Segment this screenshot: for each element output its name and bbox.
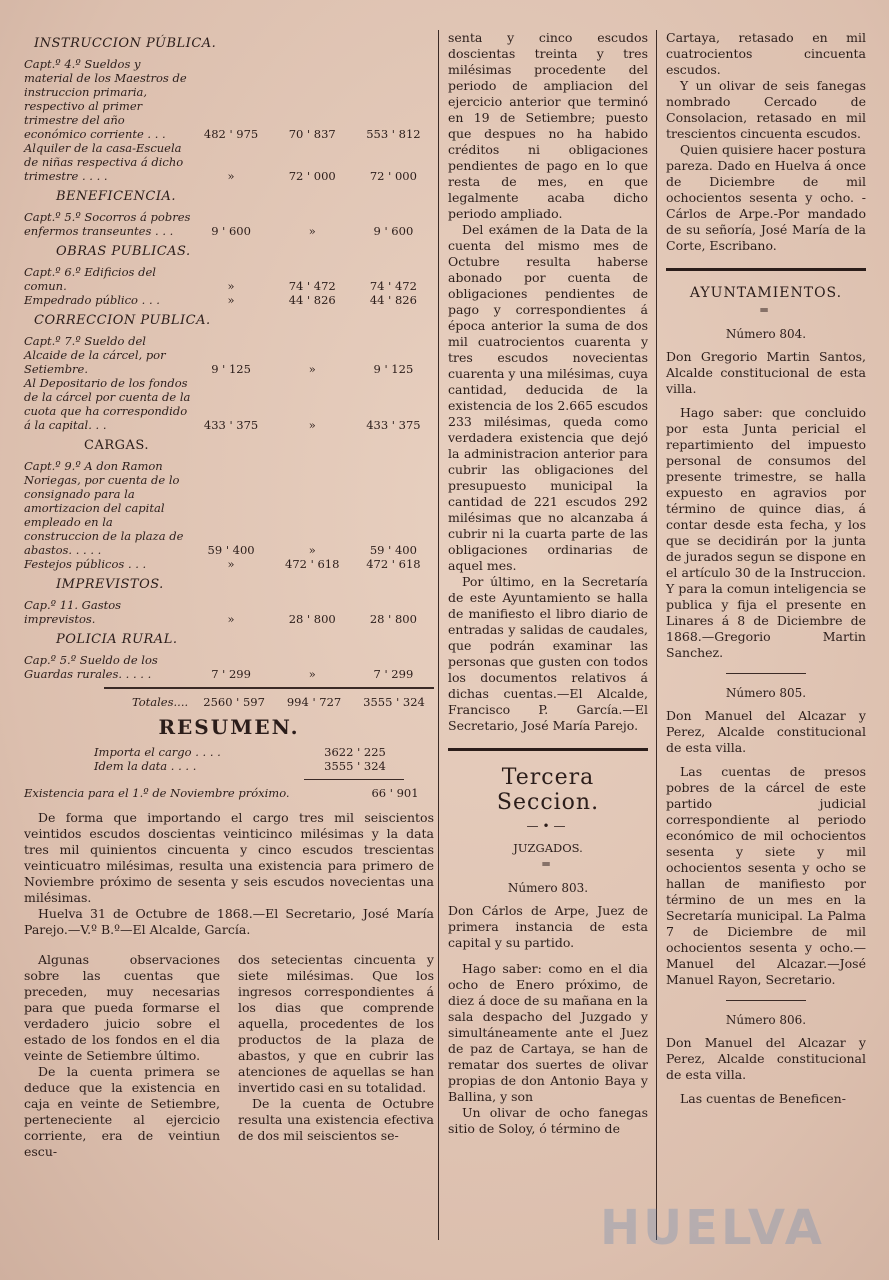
row-value-c: 472 ' 618 bbox=[366, 557, 421, 571]
existencia-label: Existencia para el 1.º de Noviembre próximo. bbox=[24, 786, 290, 800]
totals-label: Totales.... bbox=[131, 695, 189, 709]
row-value-a: » bbox=[227, 557, 235, 571]
table-row bbox=[24, 141, 434, 183]
row-value-b: 28 ' 800 bbox=[288, 612, 336, 626]
row-label: Al Depositario de los fondos de la cárcel por cuenta de la cuota que ha correspondido á la capital. . . bbox=[24, 376, 191, 432]
paragraph: dos setecientas cincuenta y siete milésimas. Que los ingresos correspondientes á los dias que comprende aquella, procedentes de los productos de la plaza de abastos, y que en cubrir las atenciones de aquellas se han invertido casi en su totalidad. bbox=[238, 952, 434, 1095]
table-row bbox=[24, 786, 434, 800]
row-label: Capt.º 6.º Edificios del comun. bbox=[24, 265, 156, 293]
row-label: Cap.º 5.º Sueldo de los Guardas rurales. . . . . bbox=[24, 653, 158, 681]
column-rule-1 bbox=[438, 30, 439, 1240]
table-row bbox=[24, 57, 434, 141]
section-instruccion: INSTRUCCION PÚBLICA. bbox=[34, 36, 217, 51]
table-row bbox=[24, 293, 434, 307]
numero-heading: Número 803. bbox=[507, 881, 589, 895]
resumen-value: 3622 ' 225 bbox=[324, 745, 386, 759]
paragraph: Por último, en la Secretaría de este Ayuntamiento se halla de manifiesto el libro diario de entradas y salidas de caudales, que podrán examinar las personas que gusten con todos los documentos relativos á dichas cuentas.—El Alcalde, Francisco P. García.—El Secretario, José María Parejo. bbox=[448, 574, 648, 733]
short-divider bbox=[726, 1000, 806, 1001]
paragraph: Las cuentas de presos pobres de la cárcel de este partido judicial correspondiente al periodo económico de mil ochocientos sesenta y siete y mil ochocientos sesenta y ocho se hallan de manifiesto por término de un mes en la Secretaría municipal. La Palma 7 de Diciembre de mil ochocientos sesenta y ocho.—Manuel del Alcazar.—José Manuel Rayon, Secretario. bbox=[666, 764, 866, 987]
paragraph: Del exámen de la Data de la cuenta del mismo mes de Octubre resulta haberse abonado por cuenta de obligaciones pendientes de pago y correspondientes á época anterior la suma de dos mil cuatrocientos cuarenta y tres escudos novecientas cuarenta y una milésimas, cuya cantidad, deducida de la existencia de los 2.665 escudos 233 milésimas, queda como verdadera existencia que dejó la administracion anterior para cubrir las obligaciones del presupuesto municipal la cantidad de 221 escudos 292 milésimas que no alcanzaba á cubrir ni la cuarta parte de las obligaciones ordinarias de aquel mes. bbox=[448, 222, 648, 573]
paragraph: De la cuenta de Octubre resulta una existencia efectiva de dos mil seiscientos se- bbox=[238, 1096, 434, 1143]
row-value-a: 59 ' 400 bbox=[207, 543, 255, 557]
row-value-a: 9 ' 125 bbox=[211, 362, 251, 376]
paragraph: Don Cárlos de Arpe, Juez de primera instancia de esta capital y su partido. bbox=[448, 903, 648, 950]
table-existencia bbox=[24, 786, 434, 800]
paragraph: De forma que importando el cargo tres mil seiscientos veintidos escudos doscientas veinticinco milésimas y la data tres mil quinientos cincuenta y cinco escudos trescientas veinticuatro milésimas, resulta una existencia para primero de Noviembre próximo de sesenta y seis escudos novecientas una milésimas. bbox=[24, 810, 434, 905]
row-label: Capt.º 4.º Sueldos y material de los Maestros de instruccion primaria, respectivo al primer trimestre del año económico corriente . . . bbox=[24, 57, 187, 141]
paragraph: Don Manuel del Alcazar y Perez, Alcalde constitucional de esta villa. bbox=[666, 1035, 866, 1082]
row-value-b: 72 ' 000 bbox=[288, 169, 336, 183]
row-value-a: 482 ' 975 bbox=[203, 127, 259, 141]
resumen-label: Importa el cargo . . . . bbox=[94, 745, 221, 759]
ornament-divider: ═ bbox=[760, 303, 772, 317]
paragraph: Quien quisiere hacer postura pareza. Dado en Huelva á once de Diciembre de mil ochocientos sesenta y ocho. -Cárlos de Arpe.-Por mandado de su señoría, José María de la Corte, Escribano. bbox=[666, 142, 866, 253]
juzgados-heading: JUZGADOS. bbox=[513, 841, 583, 855]
section-divider bbox=[448, 748, 648, 751]
row-label: Capt.º 7.º Sueldo del Alcaide de la cárcel, por Setiembre. bbox=[24, 334, 166, 376]
row-value-c: 72 ' 000 bbox=[369, 169, 417, 183]
table-row bbox=[24, 598, 434, 626]
row-value-a: 9 ' 600 bbox=[211, 224, 251, 238]
existencia-value: 66 ' 901 bbox=[371, 786, 419, 800]
numero-heading: Número 806. bbox=[725, 1013, 807, 1027]
column-1 bbox=[24, 30, 434, 1160]
section-cargas: CARGAS. bbox=[84, 438, 149, 453]
paragraph: Un olivar de ocho fanegas sitio de Soloy, ó término de bbox=[448, 1105, 648, 1136]
table-row bbox=[24, 557, 434, 571]
row-value-b: » bbox=[308, 543, 316, 557]
resumen-value: 3555 ' 324 bbox=[324, 759, 386, 773]
row-value-c: 28 ' 800 bbox=[369, 612, 417, 626]
row-value-c: 44 ' 826 bbox=[369, 293, 417, 307]
row-value-c: 553 ' 812 bbox=[366, 127, 421, 141]
row-value-c: 7 ' 299 bbox=[373, 667, 414, 681]
totals-value-a: 2560 ' 597 bbox=[203, 695, 265, 709]
row-value-a: » bbox=[227, 169, 235, 183]
table-instruccion bbox=[24, 57, 434, 183]
resumen-label: Idem la data . . . . bbox=[94, 759, 197, 773]
row-value-b: » bbox=[308, 224, 316, 238]
paragraph: Y un olivar de seis fanegas nombrado Cercado de Consolacion, retasado en mil trescientos cincuenta escudos. bbox=[666, 78, 866, 141]
row-value-a: 433 ' 375 bbox=[203, 418, 259, 432]
row-value-b: » bbox=[308, 667, 316, 681]
section-correccion: CORRECCION PUBLICA. bbox=[34, 313, 211, 328]
row-label: Capt.º 5.º Socorros á pobres enfermos transeuntes . . . bbox=[24, 210, 191, 238]
resumen-heading: RESUMEN. bbox=[158, 715, 300, 739]
paragraph: Don Gregorio Martin Santos, Alcalde constitucional de esta villa. bbox=[666, 349, 866, 396]
table-row bbox=[24, 265, 434, 293]
tercera-seccion-title: Tercera Seccion. bbox=[496, 765, 600, 815]
column-3 bbox=[666, 30, 866, 1107]
column-rule-2 bbox=[656, 30, 657, 1240]
row-value-a: » bbox=[227, 279, 235, 293]
paragraph: Hago saber: como en el dia ocho de Enero próximo, de diez á doce de su mañana en la sala despacho del Juzgado y simultáneamente ante el Juez de paz de Cartaya, se han de rematar dos suertes de olivar propias de don Antonio Baya y Ballina, y son bbox=[448, 961, 648, 1104]
row-value-c: 433 ' 375 bbox=[366, 418, 421, 432]
observaciones-block bbox=[24, 952, 434, 1160]
table-correccion bbox=[24, 334, 434, 432]
section-imprevistos: IMPREVISTOS. bbox=[56, 577, 164, 592]
numero-heading: Número 805. bbox=[725, 686, 807, 700]
row-value-a: » bbox=[227, 612, 235, 626]
row-value-a: 7 ' 299 bbox=[211, 667, 251, 681]
ornament-divider: —•— bbox=[526, 819, 570, 833]
table-imprevistos bbox=[24, 598, 434, 626]
row-label: Empedrado público . . . bbox=[24, 293, 160, 307]
paragraph: De la cuenta primera se deduce que la existencia en caja en veinte de Setiembre, perteneciente al ejercicio corriente, era de veintiun escu- bbox=[24, 1064, 220, 1159]
row-label: Cap.º 11. Gastos imprevistos. bbox=[24, 598, 122, 626]
observaciones-left bbox=[24, 952, 220, 1160]
ornament-divider: ═ bbox=[542, 857, 554, 871]
row-value-c: 74 ' 472 bbox=[369, 279, 417, 293]
observaciones-right bbox=[238, 952, 434, 1160]
row-value-b: 44 ' 826 bbox=[288, 293, 336, 307]
row-label: Alquiler de la casa-Escuela de niñas respectiva á dicho trimestre . . . . bbox=[24, 141, 184, 183]
section-policia: POLICIA RURAL. bbox=[56, 632, 178, 647]
short-divider bbox=[726, 673, 806, 674]
paragraph: Hago saber: que concluido por esta Junta pericial el repartimiento del impuesto personal de consumos del presente trimestre, se halla expuesto en agravios por término de quince dias, á contar desde esta fecha, y los que se decidirán por la junta de jurados segun se dispone en el artículo 30 de la Instruccion. Y para la comun inteligencia se publica y fija el presente en Linares á 8 de Diciembre de 1868.—Gregorio Martin Sanchez. bbox=[666, 405, 866, 660]
column-2 bbox=[448, 30, 648, 1137]
row-value-b: » bbox=[308, 418, 316, 432]
section-obras: OBRAS PUBLICAS. bbox=[56, 244, 191, 259]
table-policia bbox=[24, 653, 434, 681]
table-row bbox=[24, 376, 434, 432]
table-resumen bbox=[94, 745, 394, 773]
table-obras bbox=[24, 265, 434, 307]
row-value-b: » bbox=[308, 362, 316, 376]
row-label: Festejos públicos . . . bbox=[24, 557, 147, 571]
table-row bbox=[94, 745, 394, 759]
paragraph: Algunas observaciones sobre las cuentas que preceden, muy necesarias para que pueda formarse el verdadero juicio sobre el estado de los fondos en el dia veinte de Setiembre último. bbox=[24, 952, 220, 1063]
table-cargas bbox=[24, 459, 434, 571]
row-value-b: 74 ' 472 bbox=[288, 279, 336, 293]
totals-value-c: 3555 ' 324 bbox=[363, 695, 425, 709]
row-value-c: 9 ' 600 bbox=[373, 224, 414, 238]
paragraph: Cartaya, retasado en mil cuatrocientos cincuenta escudos. bbox=[666, 30, 866, 77]
paragraph: Las cuentas de Beneficen- bbox=[680, 1091, 846, 1106]
table-totales bbox=[24, 695, 434, 709]
ayuntamientos-heading: AYUNTAMIENTOS. bbox=[689, 285, 843, 301]
numero-heading: Número 804. bbox=[725, 327, 807, 341]
watermark-logo: HUELVA bbox=[600, 1200, 825, 1256]
row-value-c: 59 ' 400 bbox=[369, 543, 417, 557]
totals-rule bbox=[104, 687, 434, 689]
table-row bbox=[24, 459, 434, 557]
table-row bbox=[24, 695, 434, 709]
section-divider bbox=[666, 268, 866, 271]
paragraph: senta y cinco escudos doscientas treinta y tres milésimas procedente del periodo de ampliacion del ejercicio anterior que terminó en 19 de Setiembre; puesto que despues no ha habido créditos ni obligaciones pendientes de pago en lo que resta de mes, en que legalmente acaba dicho periodo ampliado. bbox=[448, 30, 648, 221]
row-value-a: » bbox=[227, 293, 235, 307]
table-row bbox=[94, 759, 394, 773]
row-value-b: 472 ' 618 bbox=[285, 557, 340, 571]
table-row bbox=[24, 334, 434, 376]
table-row bbox=[24, 653, 434, 681]
row-value-c: 9 ' 125 bbox=[373, 362, 414, 376]
totals-value-b: 994 ' 727 bbox=[286, 695, 342, 709]
paragraph: Huelva 31 de Octubre de 1868.—El Secretario, José María Parejo.—V.º B.º—El Alcalde, García. bbox=[24, 906, 434, 937]
paragraph: Don Manuel del Alcazar y Perez, Alcalde constitucional de esta villa. bbox=[666, 708, 866, 755]
resumen-rule bbox=[304, 779, 404, 780]
table-row bbox=[24, 210, 434, 238]
section-beneficencia: BENEFICENCIA. bbox=[56, 189, 176, 204]
row-label: Capt.º 9.º A don Ramon Noriegas, por cuenta de lo consignado para la amortizacion del capital empleado en la construccion de la plaza de abastos. . . . . bbox=[24, 459, 184, 557]
row-value-b: 70 ' 837 bbox=[288, 127, 336, 141]
table-beneficencia bbox=[24, 210, 434, 238]
